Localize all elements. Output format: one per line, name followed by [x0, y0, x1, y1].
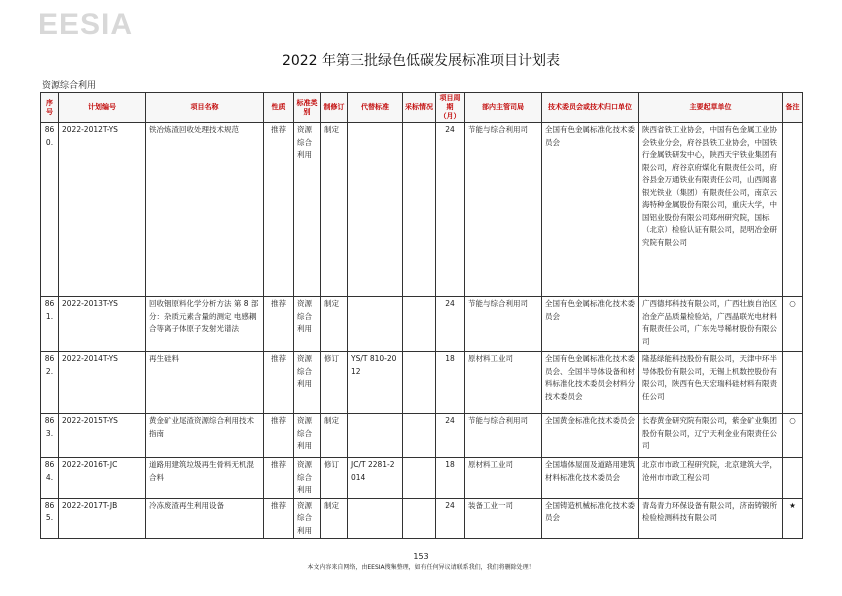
cell-category: 资源综合利用	[294, 458, 321, 499]
header-remark: 备注	[783, 93, 803, 123]
cell-remark	[783, 458, 803, 499]
cell-dept: 装备工业一司	[465, 498, 542, 539]
header-plan-no: 计划编号	[59, 93, 146, 123]
cell-plan-no: 2022-2014T-YS	[59, 352, 146, 414]
cell-plan-no: 2022-2016T-JC	[59, 458, 146, 499]
header-category: 标准类别	[294, 93, 321, 123]
cell-seq: 865.	[41, 498, 59, 539]
header-adopt: 采标情况	[403, 93, 436, 123]
cell-dept: 节能与综合利用司	[465, 414, 542, 458]
cell-seq: 863.	[41, 414, 59, 458]
cell-revision: 制定	[321, 297, 348, 352]
cell-period: 24	[436, 498, 465, 539]
cell-project: 黄金矿业尾渣资源综合利用技术指南	[146, 414, 264, 458]
cell-seq: 860.	[41, 123, 59, 297]
cell-revision: 制定	[321, 414, 348, 458]
cell-remark: ○	[783, 297, 803, 352]
cell-committee: 全国有色金属标准化技术委员会、全国半导体设备和材料标准化技术委员会材料分技术委员会	[542, 352, 639, 414]
cell-category: 资源综合利用	[294, 297, 321, 352]
table-row	[41, 352, 803, 414]
table-row	[41, 123, 803, 297]
cell-drafter: 长春黄金研究院有限公司，紫金矿业集团股份有限公司，辽宁天利金业有限责任公司	[639, 414, 783, 458]
cell-project: 再生硅料	[146, 352, 264, 414]
cell-drafter: 北京市市政工程研究院，北京建筑大学，沧州市市政工程公司	[639, 458, 783, 499]
cell-nature: 推荐	[264, 352, 294, 414]
eesia-logo: EESIA	[38, 8, 134, 41]
cell-committee: 全国黄金标准化技术委员会	[542, 414, 639, 458]
cell-committee: 全国墙体屋面及道路用建筑材料标准化技术委员会	[542, 458, 639, 499]
cell-committee: 全国有色金属标准化技术委员会	[542, 123, 639, 297]
cell-adopt	[403, 414, 436, 458]
cell-project: 道路用建筑垃圾再生骨料无机混合料	[146, 458, 264, 499]
cell-project: 冷冻废渣再生利用设备	[146, 498, 264, 539]
cell-category: 资源综合利用	[294, 498, 321, 539]
cell-adopt	[403, 352, 436, 414]
header-drafter: 主要起草单位	[639, 93, 783, 123]
cell-revision: 制定	[321, 123, 348, 297]
cell-plan-no: 2022-2012T-YS	[59, 123, 146, 297]
cell-seq: 864.	[41, 458, 59, 499]
table-row	[41, 297, 803, 352]
table-header-row	[41, 93, 803, 123]
table-row	[41, 414, 803, 458]
header-revision: 制修订	[321, 93, 348, 123]
cell-replace	[348, 414, 403, 458]
cell-nature: 推荐	[264, 123, 294, 297]
cell-remark	[783, 123, 803, 297]
cell-period: 24	[436, 123, 465, 297]
cell-period: 18	[436, 458, 465, 499]
cell-seq: 861.	[41, 297, 59, 352]
header-project: 项目名称	[146, 93, 264, 123]
standards-plan-table	[40, 92, 803, 539]
cell-plan-no: 2022-2015T-YS	[59, 414, 146, 458]
cell-remark: ○	[783, 414, 803, 458]
page-title: 2022 年第三批绿色低碳发展标准项目计划表	[281, 53, 561, 69]
cell-nature: 推荐	[264, 498, 294, 539]
cell-committee: 全国有色金属标准化技术委员会	[542, 297, 639, 352]
header-nature: 性质	[264, 93, 294, 123]
cell-category: 资源综合利用	[294, 123, 321, 297]
cell-plan-no: 2022-2013T-YS	[59, 297, 146, 352]
cell-replace: JC/T 2281-2014	[348, 458, 403, 499]
cell-nature: 推荐	[264, 297, 294, 352]
cell-revision: 修订	[321, 352, 348, 414]
cell-period: 24	[436, 297, 465, 352]
cell-adopt	[403, 297, 436, 352]
cell-remark	[783, 352, 803, 414]
cell-dept: 原材料工业司	[465, 458, 542, 499]
cell-revision: 制定	[321, 498, 348, 539]
cell-replace	[348, 123, 403, 297]
cell-project: 铁冶炼渣回收处理技术规范	[146, 123, 264, 297]
cell-drafter: 陕西省铁工业协会，中国有色金属工业协会铁业分会，府谷县铁工业协会，中国铁行金属铁研发中心，陕西天宇铁业集团有限公司，府谷京府煤化有限责任公司，府谷县金万通铁业有限责任公司，山西闻喜银光铁业（集团）有限责任公司，南京云海特种金属股份有限公司，重庆大学，中国铝业股份有限公司郑州研究院，国标（北京）检验认证有限公司，昆明冶金研究院有限公司	[639, 123, 783, 297]
cell-category: 资源综合利用	[294, 352, 321, 414]
cell-period: 24	[436, 414, 465, 458]
cell-drafter: 广西德邦科技有限公司，广西壮族自治区冶金产品质量检验站，广西晶联光电材料有限责任公司，广东先导稀材股份有限公司	[639, 297, 783, 352]
cell-replace	[348, 297, 403, 352]
header-replace: 代替标准	[348, 93, 403, 123]
header-period: 项目周期（月）	[436, 93, 465, 123]
page-footer	[0, 552, 842, 571]
cell-nature: 推荐	[264, 414, 294, 458]
cell-adopt	[403, 123, 436, 297]
header-seq: 序号	[41, 93, 59, 123]
cell-dept: 节能与综合利用司	[465, 123, 542, 297]
cell-project: 回收铟原料化学分析方法 第 8 部分：杂质元素含量的测定 电感耦合等离子体原子发射光谱法	[146, 297, 264, 352]
page-number: 153	[413, 552, 429, 561]
cell-revision: 修订	[321, 458, 348, 499]
cell-nature: 推荐	[264, 458, 294, 499]
cell-category: 资源综合利用	[294, 414, 321, 458]
header-committee: 技术委员会或技术归口单位	[542, 93, 639, 123]
table-row	[41, 458, 803, 499]
cell-remark: ★	[783, 498, 803, 539]
cell-adopt	[403, 458, 436, 499]
source-note: 本文内容来自网络，由EESIA搜集整理，如有任何异议请联系我们，我们将删除处理！	[307, 564, 535, 571]
cell-replace	[348, 498, 403, 539]
section-heading: 资源综合利用	[42, 81, 97, 91]
cell-dept: 原材料工业司	[465, 352, 542, 414]
cell-period: 18	[436, 352, 465, 414]
cell-adopt	[403, 498, 436, 539]
cell-seq: 862.	[41, 352, 59, 414]
table-row	[41, 498, 803, 539]
cell-committee: 全国铸造机械标准化技术委员会	[542, 498, 639, 539]
cell-plan-no: 2022-2017T-JB	[59, 498, 146, 539]
cell-replace: YS/T 810-2012	[348, 352, 403, 414]
cell-drafter: 青岛青力环保设备有限公司，济南铸锻所检验检测科技有限公司	[639, 498, 783, 539]
header-dept: 部内主管司局	[465, 93, 542, 123]
cell-drafter: 隆基绿能科技股份有限公司，天津中环半导体股份有限公司，无锡上机数控股份有限公司，陕西有色天宏瑞科硅材料有限责任公司	[639, 352, 783, 414]
cell-dept: 节能与综合利用司	[465, 297, 542, 352]
